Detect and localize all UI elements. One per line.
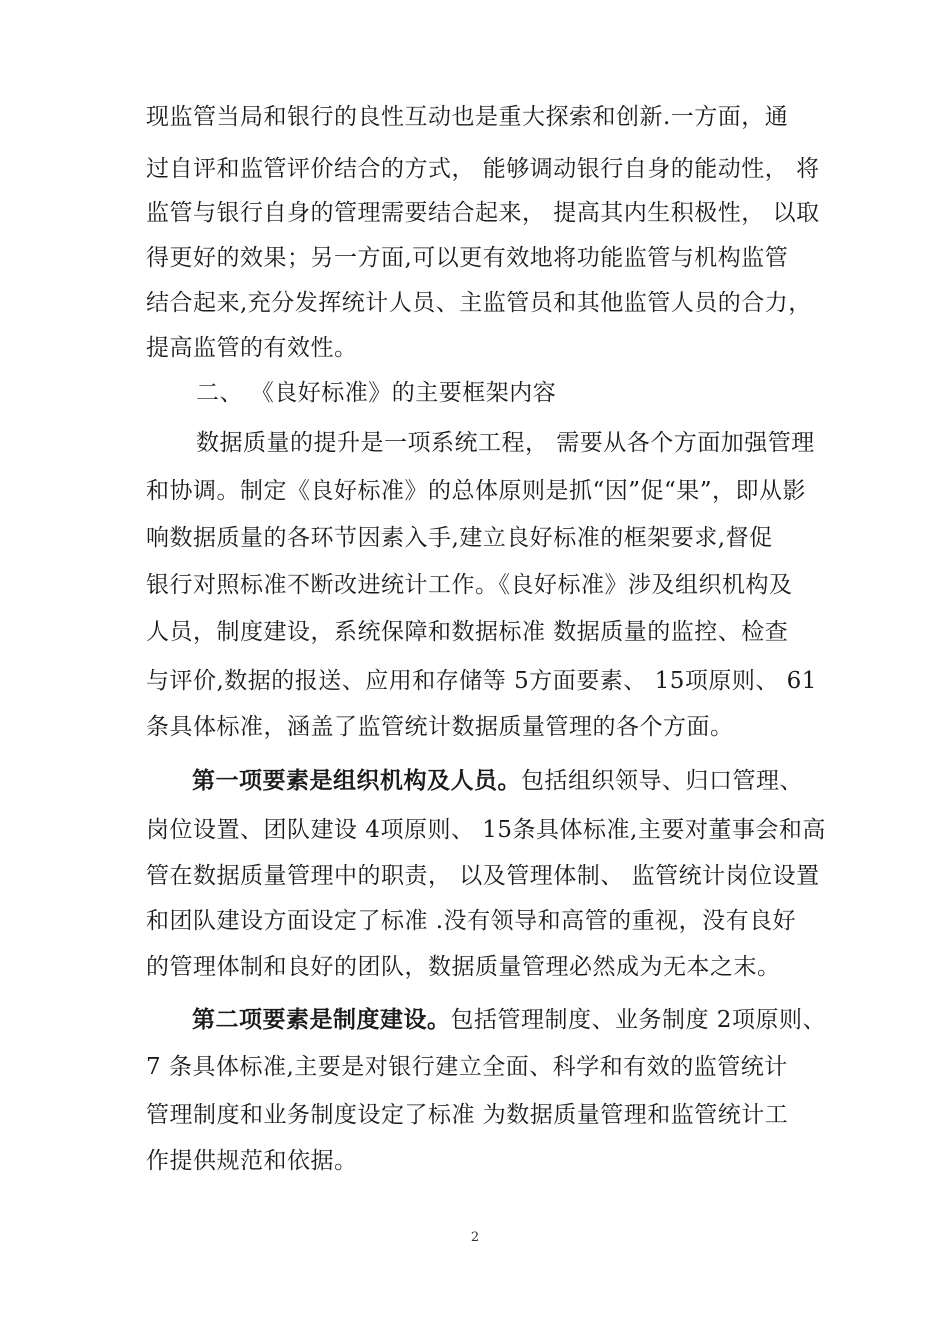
element-two-first-line [192, 1005, 826, 1035]
body-text-line: 的管理体制和良好的团队，数据质量管理必然成为无本之末。 [146, 954, 781, 980]
body-text-line: 结合起来,充分发挥统计人员、主监管员和其他监管人员的合力， [146, 290, 812, 316]
body-text-line: 提高监管的有效性。 [146, 335, 358, 361]
body-text-line: 管在数据质量管理中的职责， 以及管理体制、 监管统计岗位设置 [146, 863, 820, 889]
body-text-line: 现监管当局和银行的良性互动也是重大探索和创新.一方面，通 [146, 104, 789, 130]
body-text-line: 得更好的效果；另一方面,可以更有效地将功能监管与机构监管 [146, 245, 789, 271]
body-text-line: 和团队建设方面设定了标准 .没有领导和高管的重视，没有良好 [146, 908, 797, 934]
element-two-heading: 第二项要素是制度建设。 [192, 1007, 451, 1033]
element-one-heading: 第一项要素是组织机构及人员。 [192, 768, 521, 794]
body-text-line: 过自评和监管评价结合的方式， 能够调动银行自身的能动性， 将 [146, 156, 820, 182]
element-one-first-line-text: 包括组织领导、归口管理、 [521, 768, 803, 794]
body-text-line: 响数据质量的各环节因素入手,建立良好标准的框架要求,督促 [146, 525, 773, 551]
body-text-line: 7 条具体标准,主要是对银行建立全面、科学和有效的监管统计 [146, 1054, 788, 1080]
body-text-line: 监管与银行自身的管理需要结合起来， 提高其内生积极性， 以取 [146, 200, 820, 226]
element-two-first-line-text: 包括管理制度、业务制度 2项原则、 [450, 1007, 826, 1033]
page-number: 2 [470, 1230, 480, 1245]
body-text-line: 条具体标准，涵盖了监管统计数据质量管理的各个方面。 [146, 714, 734, 740]
body-text-line: 数据质量的提升是一项系统工程， 需要从各个方面加强管理 [196, 430, 815, 456]
body-text-line: 银行对照标准不断改进统计工作。《良好标准》涉及组织机构及 [146, 572, 793, 598]
body-text-line: 作提供规范和依据。 [146, 1148, 358, 1174]
body-text-line: 和协调。制定《良好标准》的总体原则是抓“因”促“果”，即从影 [146, 478, 807, 504]
element-one-first-line [192, 766, 803, 796]
body-text-line: 岗位设置、团队建设 4项原则、 15条具体标准,主要对董事会和高 [146, 817, 826, 843]
body-text-line: 人员，制度建设，系统保障和数据标准 数据质量的监控、检查 [146, 619, 789, 645]
body-text-line: 管理制度和业务制度设定了标准 为数据质量管理和监管统计工 [146, 1102, 789, 1128]
section-heading: 二、 《良好标准》的主要框架内容 [196, 380, 557, 406]
body-text-line: 与评价,数据的报送、应用和存储等 5方面要素、 15项原则、 61 [146, 668, 817, 694]
